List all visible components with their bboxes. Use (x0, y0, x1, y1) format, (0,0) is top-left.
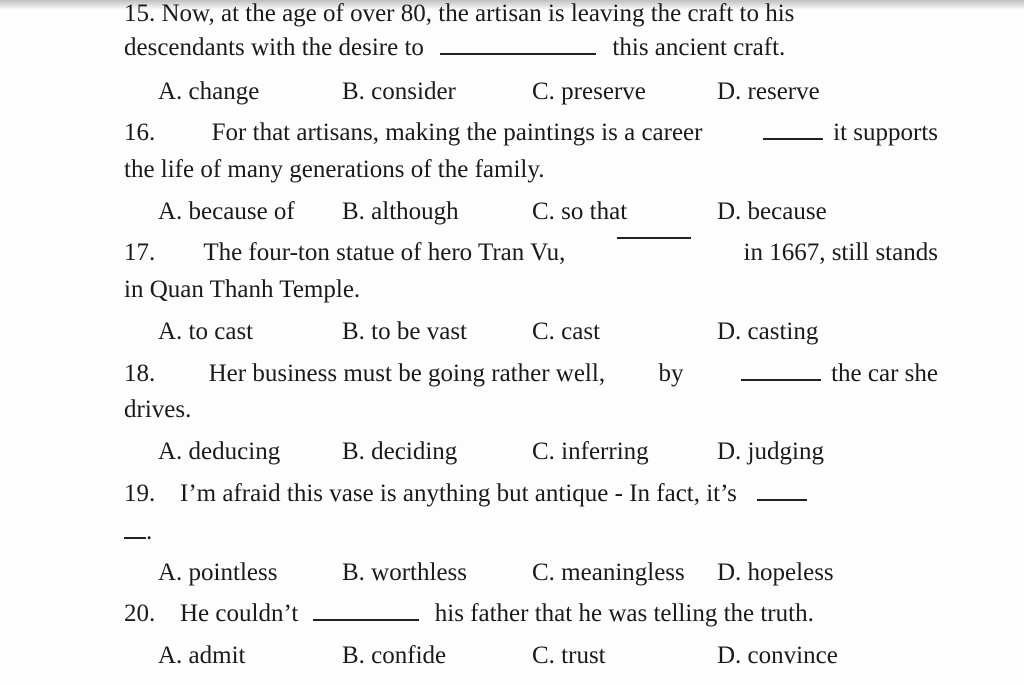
answer-blank-continued (124, 537, 146, 539)
option-b[interactable]: B. confide (342, 642, 447, 669)
option-a[interactable]: A. pointless (158, 559, 278, 586)
question-15-line-2: descendants with the desire to this ancient craft. (124, 34, 786, 61)
option-d[interactable]: D. casting (717, 318, 819, 345)
option-d[interactable]: D. judging (717, 438, 824, 465)
option-d[interactable]: D. reserve (717, 78, 820, 105)
question-19-options (124, 557, 938, 589)
option-b[interactable]: B. although (342, 198, 459, 225)
option-b[interactable]: B. to be vast (342, 318, 467, 345)
answer-blank (763, 138, 823, 140)
option-b[interactable]: B. worthless (342, 559, 467, 586)
option-a[interactable]: A. to cast (158, 318, 254, 345)
question-20-options (124, 640, 938, 672)
option-a[interactable]: A. because of (158, 198, 295, 225)
question-16-options (124, 196, 938, 228)
question-18-line-1: 18. Her business must be going rather well, by the car she (124, 360, 938, 387)
option-c[interactable]: C. cast (532, 318, 601, 345)
question-19-line-1: 19. I’m afraid this vase is anything but antique - In fact, it’s (124, 478, 938, 510)
question-19-line-2: . (124, 516, 938, 548)
option-d[interactable]: D. because (717, 198, 827, 225)
option-a[interactable]: A. admit (158, 642, 246, 669)
option-c[interactable]: C. meaningless (532, 559, 685, 586)
question-18-line-2: drives. (124, 396, 192, 423)
option-a[interactable]: A. change (158, 78, 260, 105)
option-b[interactable]: B. consider (342, 78, 456, 105)
question-16-line-1: 16. For that artisans, making the paintings is a career it supports (124, 119, 938, 146)
question-17-line-2: in Quan Thanh Temple. (124, 276, 361, 303)
answer-blank (757, 499, 807, 501)
option-d[interactable]: D. hopeless (717, 559, 834, 586)
option-b[interactable]: B. deciding (342, 438, 458, 465)
answer-blank (313, 619, 419, 621)
answer-blank (617, 237, 691, 239)
option-c[interactable]: C. so that (532, 198, 628, 225)
answer-blank (741, 379, 821, 381)
question-17-options (124, 316, 938, 348)
question-18-options (124, 436, 938, 468)
option-c[interactable]: C. trust (532, 642, 606, 669)
option-a[interactable]: A. deducing (158, 438, 281, 465)
option-c[interactable]: C. inferring (532, 438, 649, 465)
question-20-line-1: 20. He couldn’t his father that he was telling the truth. (124, 600, 814, 627)
option-d[interactable]: D. convince (717, 642, 838, 669)
question-17-line-1: 17. The four-ton statue of hero Tran Vu, in 1667, still stands (124, 239, 938, 266)
question-15-line-1: 15. Now, at the age of over 80, the artisan is leaving the craft to his (124, 0, 795, 27)
question-15-options (124, 76, 938, 108)
option-c[interactable]: C. preserve (532, 78, 646, 105)
answer-blank (440, 53, 596, 55)
question-16-line-2: the life of many generations of the family. (124, 156, 545, 183)
